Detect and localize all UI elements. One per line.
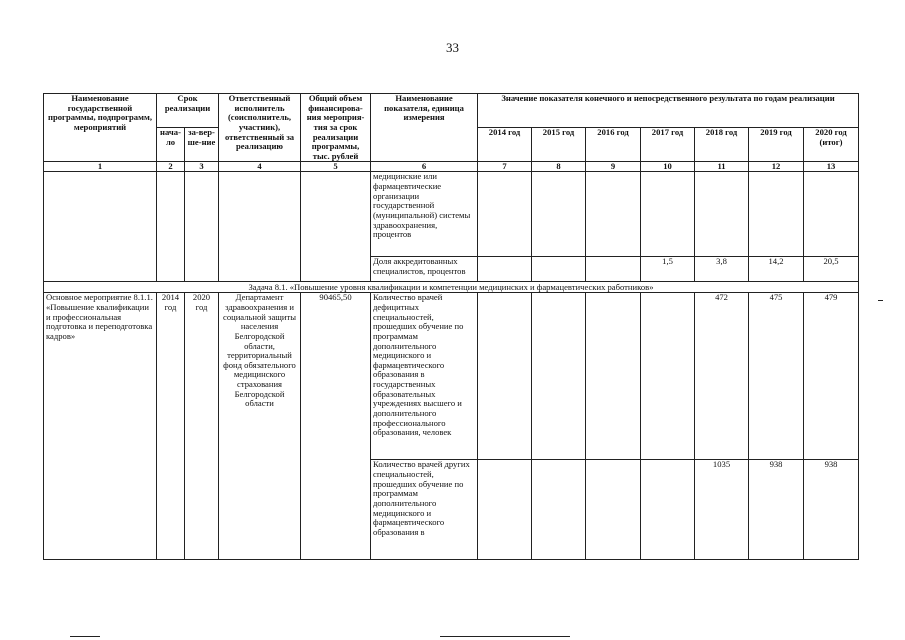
cell-empty bbox=[301, 172, 371, 257]
value-2019: 938 bbox=[749, 460, 804, 560]
scan-mark bbox=[440, 636, 570, 637]
cell-empty bbox=[478, 257, 532, 282]
activity-name: Основное мероприятие 8.1.1. «Повышение квалификации и профессиональная подготовка и переподготовка кадров» bbox=[44, 293, 157, 560]
cell-empty bbox=[586, 172, 641, 257]
column-number: 12 bbox=[749, 162, 804, 172]
header-year-2016: 2016 год bbox=[586, 128, 641, 162]
header-funding: Общий объем финансирова-ния мероприя-тия за срок реализации программы, тыс. рублей bbox=[301, 94, 371, 162]
header-term-end: за-вер-ше-ние bbox=[185, 128, 219, 162]
task-row bbox=[44, 282, 859, 293]
value-2018: 1035 bbox=[695, 460, 749, 560]
activity-executor: Департамент здравоохранения и социальной защиты населения Белгородской области, территориальный фонд обязательного медицинского страхования Белгородской области bbox=[219, 293, 301, 560]
cell-empty bbox=[44, 172, 157, 257]
cell-empty bbox=[157, 172, 185, 257]
cell-empty bbox=[532, 460, 586, 560]
task-title: Задача 8.1. «Повышение уровня квалификации и компетенции медицинских и фармацевтических работников» bbox=[44, 282, 859, 293]
header-executor: Ответственный исполнитель (соисполнитель, участник), ответственный за реализацию bbox=[219, 94, 301, 162]
column-number: 7 bbox=[478, 162, 532, 172]
cell-empty bbox=[695, 172, 749, 257]
cell-empty bbox=[749, 172, 804, 257]
cell-empty bbox=[219, 172, 301, 257]
cell-empty bbox=[586, 293, 641, 460]
value-2020: 20,5 bbox=[804, 257, 859, 282]
activity-end: 2020 год bbox=[185, 293, 219, 560]
cell-empty bbox=[532, 257, 586, 282]
cell-empty bbox=[641, 172, 695, 257]
cell-empty bbox=[586, 257, 641, 282]
header-year-2017: 2017 год bbox=[641, 128, 695, 162]
column-number: 2 bbox=[157, 162, 185, 172]
value-2018: 472 bbox=[695, 293, 749, 460]
column-number: 10 bbox=[641, 162, 695, 172]
table-row bbox=[44, 172, 859, 257]
activity-start: 2014 год bbox=[157, 293, 185, 560]
indicator-accredited: Доля аккредитованных специалистов, процентов bbox=[371, 257, 478, 282]
cell-empty bbox=[641, 460, 695, 560]
activity-funding: 90465,50 bbox=[301, 293, 371, 560]
cell-empty bbox=[478, 293, 532, 460]
column-number: 9 bbox=[586, 162, 641, 172]
header-values: Значение показателя конечного и непосредственного результата по годам реализации bbox=[478, 94, 859, 128]
header-program-name: Наименование государственной программы, подпрограмм, мероприятий bbox=[44, 94, 157, 162]
cell-empty bbox=[185, 257, 219, 282]
column-number: 8 bbox=[532, 162, 586, 172]
column-number: 3 bbox=[185, 162, 219, 172]
cell-empty bbox=[478, 460, 532, 560]
cell-empty bbox=[586, 460, 641, 560]
header-year-2014: 2014 год bbox=[478, 128, 532, 162]
value-2018: 3,8 bbox=[695, 257, 749, 282]
page-number: 33 bbox=[446, 40, 459, 55]
column-number: 6 bbox=[371, 162, 478, 172]
column-number: 11 bbox=[695, 162, 749, 172]
cell-empty bbox=[804, 172, 859, 257]
header-year-2015: 2015 год bbox=[532, 128, 586, 162]
indicator-continued: медицинские или фармацевтические организации государственной (муниципальной) системы здравоохранения, процентов bbox=[371, 172, 478, 257]
scan-mark bbox=[70, 636, 100, 637]
value-2020: 479 bbox=[804, 293, 859, 460]
header-year-2018: 2018 год bbox=[695, 128, 749, 162]
header-indicator: Наименование показателя, единица измерения bbox=[371, 94, 478, 162]
column-number-row bbox=[44, 162, 859, 172]
value-2020: 938 bbox=[804, 460, 859, 560]
column-number: 13 bbox=[804, 162, 859, 172]
cell-empty bbox=[157, 257, 185, 282]
cell-empty bbox=[44, 257, 157, 282]
header-year-2019: 2019 год bbox=[749, 128, 804, 162]
column-number: 5 bbox=[301, 162, 371, 172]
header-year-2020: 2020 год (итог) bbox=[804, 128, 859, 162]
cell-empty bbox=[301, 257, 371, 282]
indicator-deficit-doctors: Количество врачей дефицитных специальностей, прошедших обучение по программам дополнительного медицинского и фармацевтического образования в государственных образовательных учреждениях высшего и дополнительного профессионального образования, человек bbox=[371, 293, 478, 460]
indicator-other-doctors: Количество врачей других специальностей, прошедших обучение по программам дополнительного медицинского и фармацевтического образования в bbox=[371, 460, 478, 560]
cell-empty bbox=[532, 172, 586, 257]
cell-empty bbox=[185, 172, 219, 257]
cell-empty bbox=[641, 293, 695, 460]
value-2019: 475 bbox=[749, 293, 804, 460]
value-2019: 14,2 bbox=[749, 257, 804, 282]
scan-mark bbox=[878, 300, 883, 301]
header-term-start: нача-ло bbox=[157, 128, 185, 162]
table-row bbox=[44, 293, 859, 460]
indicators-table bbox=[43, 93, 859, 560]
cell-empty bbox=[532, 293, 586, 460]
header-term: Срок реализации bbox=[157, 94, 219, 128]
column-number: 1 bbox=[44, 162, 157, 172]
column-number: 4 bbox=[219, 162, 301, 172]
header-row bbox=[44, 94, 859, 128]
table-row bbox=[44, 257, 859, 282]
cell-empty bbox=[219, 257, 301, 282]
cell-empty bbox=[478, 172, 532, 257]
value-2017: 1,5 bbox=[641, 257, 695, 282]
